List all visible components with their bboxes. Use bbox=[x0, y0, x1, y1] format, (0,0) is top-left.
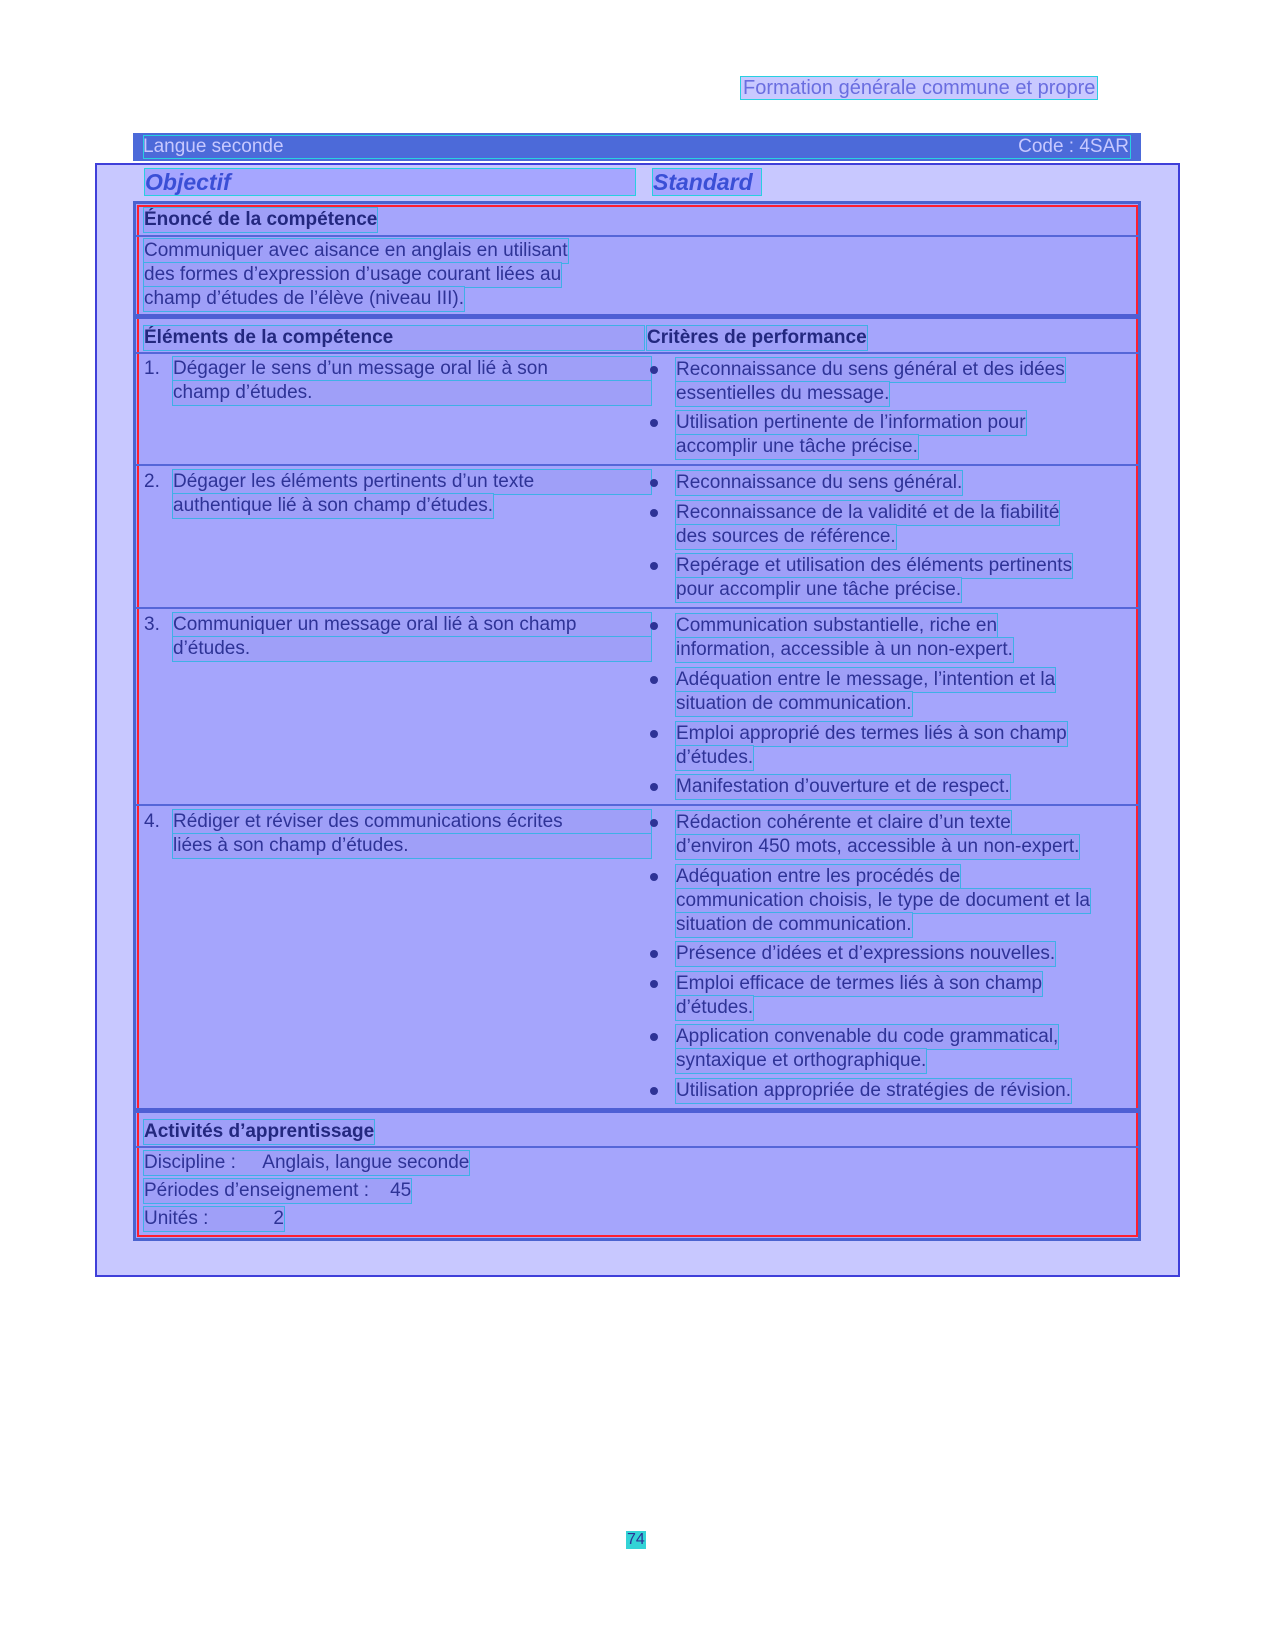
criterion-line: Reconnaissance du sens général. bbox=[676, 472, 963, 493]
criterion-line: Repérage et utilisation des éléments pertinents bbox=[676, 555, 1073, 576]
criterion-line: Adéquation entre les procédés de bbox=[676, 866, 961, 887]
criterion-line: Utilisation pertinente de l’information pour bbox=[676, 412, 1026, 433]
criterion-line: situation de communication. bbox=[676, 914, 912, 935]
criteres-column-heading: Critères de performance bbox=[647, 327, 867, 348]
elements-column-heading: Éléments de la compétence bbox=[144, 326, 644, 350]
bullet-icon bbox=[650, 366, 658, 374]
enonce-heading: Énoncé de la compétence bbox=[144, 209, 378, 230]
activites-unites bbox=[144, 1207, 284, 1231]
divider bbox=[136, 352, 1139, 354]
enonce-line-3: champ d’études de l’élève (niveau III). bbox=[144, 288, 465, 309]
criterion-line: Application convenable du code grammatical, bbox=[676, 1026, 1059, 1047]
bullet-icon bbox=[650, 1087, 658, 1095]
element-3-line-2: d’études. bbox=[173, 637, 651, 661]
element-4-line-2: liées à son champ d’études. bbox=[173, 834, 651, 858]
activites-heading: Activités d’apprentissage bbox=[144, 1121, 375, 1142]
criterion-line: d’environ 450 mots, accessible à un non-expert. bbox=[676, 836, 1080, 857]
criterion-line: situation de communication. bbox=[676, 693, 912, 714]
unites-value: 2 bbox=[273, 1208, 284, 1229]
bullet-icon bbox=[650, 819, 658, 827]
discipline-label: Discipline : bbox=[144, 1152, 236, 1173]
section-divider bbox=[136, 1108, 1139, 1113]
bullet-icon bbox=[650, 873, 658, 881]
course-subject: Langue seconde bbox=[143, 136, 284, 157]
criterion-line: d’études. bbox=[676, 747, 754, 768]
element-4-line-1: Rédiger et réviser des communications écrites bbox=[173, 810, 651, 834]
bullet-icon bbox=[650, 950, 658, 958]
bullet-icon bbox=[650, 479, 658, 487]
element-1-line-1: Dégager le sens d’un message oral lié à son bbox=[173, 357, 651, 381]
criterion-line: Manifestation d’ouverture et de respect. bbox=[676, 776, 1010, 797]
criterion-line: des sources de référence. bbox=[676, 526, 896, 547]
unites-label: Unités : bbox=[144, 1208, 209, 1229]
criterion-line: Rédaction cohérente et claire d’un texte bbox=[676, 812, 1011, 833]
criterion-line: communication choisis, le type de document et la bbox=[676, 890, 1090, 911]
element-3-line-1: Communiquer un message oral lié à son champ bbox=[173, 613, 651, 637]
criterion-line: essentielles du message. bbox=[676, 383, 890, 404]
criterion-line: pour accomplir une tâche précise. bbox=[676, 579, 962, 600]
divider bbox=[136, 235, 1139, 237]
element-number: 2. bbox=[144, 471, 160, 492]
activites-discipline bbox=[144, 1151, 469, 1175]
element-number: 1. bbox=[144, 358, 160, 379]
periodes-value: 45 bbox=[390, 1180, 412, 1201]
criterion-line: accomplir une tâche précise. bbox=[676, 436, 918, 457]
criterion-line: d’études. bbox=[676, 997, 754, 1018]
divider bbox=[136, 1146, 1139, 1148]
document-header-title: Formation générale commune et propre bbox=[740, 76, 1098, 100]
bullet-icon bbox=[650, 1033, 658, 1041]
criterion-line: Reconnaissance de la validité et de la fiabilité bbox=[676, 502, 1060, 523]
periodes-label: Périodes d’enseignement : bbox=[144, 1180, 369, 1201]
criterion-line: Adéquation entre le message, l’intention et la bbox=[676, 669, 1056, 690]
bullet-icon bbox=[650, 562, 658, 570]
bullet-icon bbox=[650, 783, 658, 791]
course-bar-outline bbox=[143, 135, 1131, 159]
bullet-icon bbox=[650, 980, 658, 988]
activites-periodes bbox=[144, 1179, 411, 1203]
bullet-icon bbox=[650, 419, 658, 427]
criterion-line: syntaxique et orthographique. bbox=[676, 1050, 927, 1071]
enonce-line-2: des formes d’expression d’usage courant liées au bbox=[144, 264, 562, 285]
criterion-line: information, accessible à un non-expert. bbox=[676, 639, 1013, 660]
divider bbox=[136, 464, 1139, 466]
element-number: 3. bbox=[144, 614, 160, 635]
divider bbox=[136, 607, 1139, 609]
criterion-line: Reconnaissance du sens général et des idées bbox=[676, 359, 1065, 380]
criterion-line: Utilisation appropriée de stratégies de révision. bbox=[676, 1080, 1071, 1101]
bullet-icon bbox=[650, 676, 658, 684]
course-code: Code : 4SAR bbox=[1018, 136, 1129, 157]
course-bar bbox=[133, 133, 1141, 161]
page-number: 74 bbox=[627, 1531, 645, 1548]
enonce-line-1: Communiquer avec aisance en anglais en utilisant bbox=[144, 240, 568, 261]
section-divider bbox=[136, 314, 1139, 319]
element-number: 4. bbox=[144, 811, 160, 832]
criterion-line: Présence d’idées et d’expressions nouvelles. bbox=[676, 943, 1056, 964]
bullet-icon bbox=[650, 730, 658, 738]
standard-label: Standard bbox=[652, 168, 762, 196]
criterion-line: Emploi approprié des termes liés à son champ bbox=[676, 723, 1067, 744]
divider bbox=[136, 804, 1139, 806]
bullet-icon bbox=[650, 622, 658, 630]
element-2-line-1: Dégager les éléments pertinents d’un texte bbox=[173, 470, 651, 494]
objectif-label: Objectif bbox=[144, 168, 636, 196]
element-1-line-2: champ d’études. bbox=[173, 381, 651, 405]
criterion-line: Emploi efficace de termes liés à son champ bbox=[676, 973, 1043, 994]
bullet-icon bbox=[650, 509, 658, 517]
element-2-line-2: authentique lié à son champ d’études. bbox=[173, 495, 494, 516]
criterion-line: Communication substantielle, riche en bbox=[676, 615, 998, 636]
discipline-value: Anglais, langue seconde bbox=[262, 1152, 470, 1173]
